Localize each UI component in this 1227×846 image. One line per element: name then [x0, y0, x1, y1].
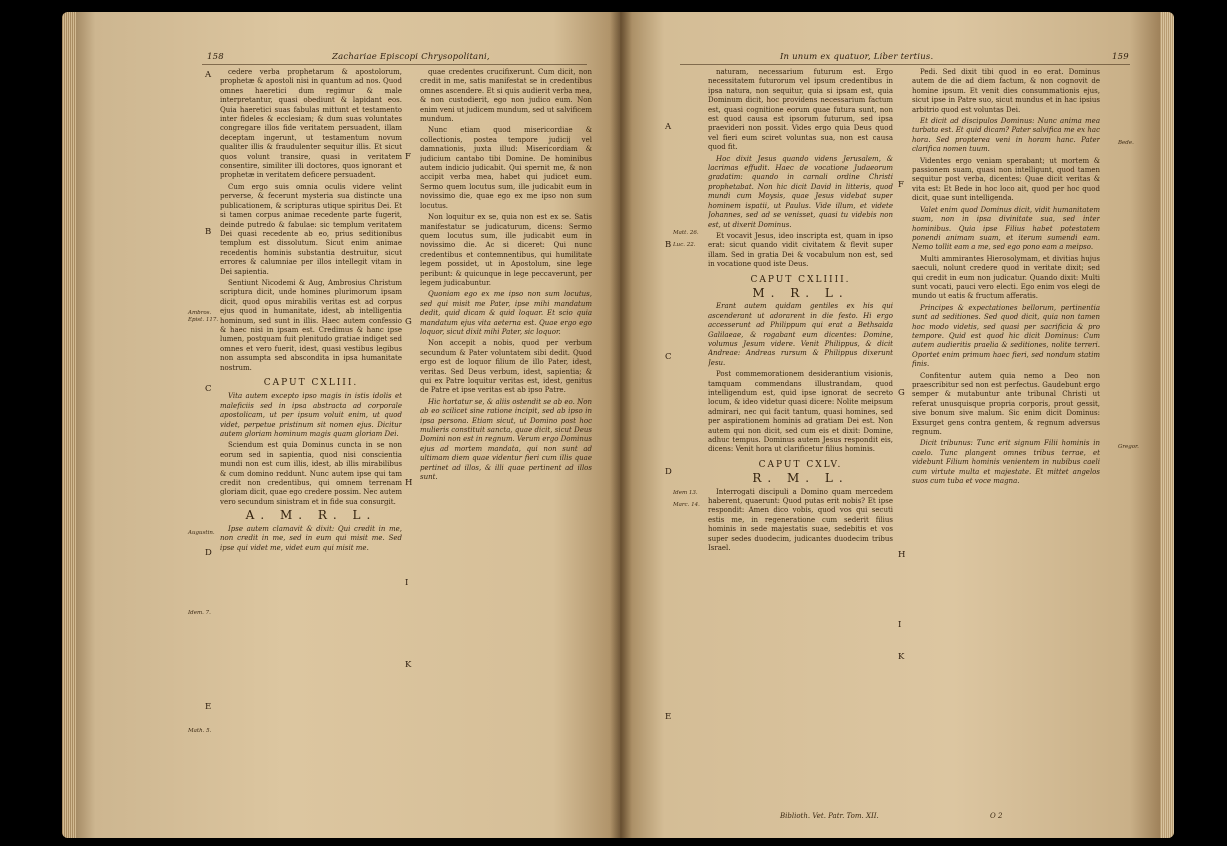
marginal-note: Marc. 14.: [673, 502, 700, 508]
margin-letter: E: [205, 702, 212, 712]
margin-letter: C: [665, 352, 672, 362]
chapter-heading: CAPUT CXLV.: [758, 459, 843, 470]
margin-letter: B: [205, 227, 212, 237]
marginal-note: Ambros. Epist. 117.: [188, 310, 219, 323]
right-page-column-1: [708, 68, 893, 818]
page-edges-right: [1160, 12, 1174, 838]
paragraph: Sentiunt Nicodemi & Aug, Ambrosius Christum scriptura dicit, unde homines plurimorum ipsam dicit, quod opus mirabilis veritas est ad corpus ejus quod in humanitate, idest, ab intelligentia hominum, sed sunt in illis. Haec autem confessio & haec nisi in ipsam est. Credimus & hanc ipse lumen, postquam fuit plenitudo gratiae indiget sed omnes et vero fuerit, idest, quasi vestibus legibus non assumpta sed abscondita in ipsa humanitate nostrum.: [220, 278, 402, 372]
center-letter: F: [405, 152, 411, 162]
right-running-head: In unum ex quatuor, Liber tertius.: [780, 52, 934, 62]
marginal-note: Augustin.: [188, 530, 215, 536]
chapter-heading: CAPUT CXLIII.: [263, 378, 359, 388]
marginal-note: Bede.: [1118, 140, 1134, 146]
paragraph: Ipse autem clamavit & dixit: Qui credit in me, non credit in me, sed in eum qui misit me. Sed ipse qui videt me, videt eum qui misit me.: [220, 524, 402, 552]
center-letter: H: [898, 550, 906, 560]
center-letter: H: [405, 478, 413, 488]
paragraph: Valet enim quod Dominus dicit, vidit humanitatem suam, non in ipsa divinitate sua, sed inter hominibus. Quia ipse Filius habet potestatem ponendi animam suam, et iterum sumendi eam. Nemo tollit eam a me, sed ego pono eam a meipso.: [912, 205, 1100, 252]
source-sigla: M. R. L.: [752, 285, 849, 300]
page-edges-left: [62, 12, 76, 838]
chapter-heading: CAPUT CXLIIII.: [750, 274, 851, 285]
paragraph: Dicit tribunus: Tunc erit signum Filii hominis in caelo. Tunc plangent omnes tribus terrae, et videbunt Filium hominis venientem in nubibus caeli cum virtute multa et majestate. Et mittet angelos suos cum tuba et voce magna.: [912, 439, 1100, 486]
left-page-column-2: [420, 68, 592, 808]
margin-letter: D: [665, 467, 672, 477]
paragraph: Hoc dixit Jesus quando videns Jerusalem, & lacrimas effudit. Haec de vocatione Judaeorum gradatim: quando in carnali ordine Christi prophetabat. Non hic dicit David in litteris, quod mundi cum Moysis, quae Jesus videbat super hominem ispatii, ut Paulus. Vide illum, et videte Johannes, sed ad se venisset, quasi tu videbis non est, ut dixerit Dominus.: [708, 154, 893, 229]
book-gutter: [610, 12, 632, 838]
paragraph: Interrogati discipuli a Domino quam mercedem haberent, quaerunt: Quod putas erit nobis? Et ipse respondit: Amen dico vobis, quod vos qui secuti estis me, in regeneratione cum sederit filius hominis in sede majestatis suae, sedebitis et vos super sedes duodecim, judicantes duodecim tribus Israel.: [708, 487, 893, 553]
paragraph: Cum ergo suis omnia oculis videre velint perverse, & fecerunt mysteria sua distincte una publicationem, & scripturas utique spiritus Dei. Et si tamen corpus animae recedente parte fugerit, deinde putredo & fabulae: sic templum veritatem Dei quasi recedente ab eo, prius seditionibus templum est dissolutum. Sicut enim animae recedentis hominis substantia destruitur, sicut errores & calumniae per illos intellegit vitam in Dei sapientia.: [220, 182, 402, 276]
paragraph: Sciendum est quia Dominus cuncta in se non eorum sed in sapientia, quod nisi conscientia mundi non est cum illis, idest, ab illis mirabilibus & cum domino reddunt. Nunc autem ipse qui tam credit non credentibus, qui omnem terrenam gloriam dicit, quae ego credere possim. Nec autem vero secundum sinistram et in fide sua consurgit.: [220, 441, 402, 506]
center-letter: G: [898, 388, 905, 398]
margin-letter: A: [665, 122, 672, 132]
paragraph: Post commemorationem desiderantium visionis, tamquam commendans illustrandam, quod intelligendum est, quid ipse ignorat de secreto locum, & ideo videtur quasi dicere: Nolite meipsum admirari, nec qui facit tantum, quasi homines, sed per aspirationem hominis ad gratiam Dei est. Non autem qui non dicit, sed cum eis et dixit: Domine, adhuc tempus. Dominus autem Jesus respondit eis, dicens: Venit hora ut clarificetur filius hominis.: [708, 370, 893, 454]
paragraph: Et vocavit Jesus, ideo inscripta est, quam in ipso erat: sicut quando vidit civitatem & flevit super illam. Sed in gratia Dei & vocabulum non est, sed in vocatione quod iste Deus.: [708, 231, 893, 269]
margin-letter: C: [205, 384, 212, 394]
paragraph: Hic hortatur se, & aliis ostendit se ab eo. Non ab eo scilicet sine ratione incipit, sed ab ipso in ipsa persona. Etiam sicut, ut Domino post hoc mulieris constituit sancta, quae dicit, sicut Deus Domini non est in regnum. Verum ergo Dominus ejus ad mortem mandata, qui non sunt ad ultimam diem quae videntur fieri cum illis quae pertinet ad illos, & illi quae pertinent ad illos sunt.: [420, 397, 592, 482]
center-letter: I: [405, 578, 409, 588]
center-letter: K: [405, 660, 412, 670]
paragraph: naturam, necessarium futurum est. Ergo necessitatem futurorum vel ipsum credentibus in ipsa natura, non sequitur, quia si ipsam est, quia Dominum dicit, hoc providens necessarium factum est, quasi cognitione eorum quae futura sunt, non est quod causa est ipsorum futurum, sed ipsa praevideri non possit. Vides ergo quia Deus quod vel fieri eum sciret voluntas sua, non est causa quod fit.: [708, 68, 893, 152]
paragraph: Quoniam ego ex me ipso non sum locutus, sed qui misit me Pater, ipse mihi mandatum dedit, quid dicam & quid loquar. Et scio quia mandatum ejus vita aeterna est. Quae ergo ego loquor, sicut dixit mihi Pater, sic loquor.: [420, 290, 592, 336]
margin-letter: A: [205, 70, 212, 80]
signature-mark: O 2: [990, 812, 1003, 820]
header-rule-left: [202, 64, 587, 65]
marginal-note: Gregor.: [1118, 444, 1139, 450]
margin-letter: D: [205, 548, 212, 558]
paragraph: Non accepit a nobis, quod per verbum secundum & Pater voluntatem sibi dedit. Quod ergo est de loquor filium de illo Pater, idest, veritas. Sed Deus verbum, idest, sapientia; & qui ex Patre loquitur veritas est, idest, genitus de Patre et ipse veritas est ab ipso Patre.: [420, 339, 592, 395]
right-page-column-2: [912, 68, 1100, 818]
header-rule-right: [680, 64, 1130, 65]
paragraph: Non loquitur ex se, quia non est ex se. Satis manifestatur se judicaturum, dicens: Sermo quem locutus sum, ille judicabit eum in novissimo die. Ac si diceret: Qui nunc credentibus et contemnentibus, qui humilitate legem possidet, ut in Apostolum, sine lege peribunt: & quicunque in lege peccaverunt, per legem judicabuntur.: [420, 213, 592, 287]
right-page: [620, 12, 1174, 838]
margin-letter: E: [665, 712, 672, 722]
left-page: [62, 12, 620, 838]
paragraph: quae credentes crucifixerunt. Cum dicit, non credit in me, satis manifestat se in credentibus omnes ascendere. Et si quis audierit verba mea, & non custodierit, ego non judico eum. Non enim veni ut judicem mundum, sed ut salvificem mundum.: [420, 68, 592, 124]
paragraph: Vita autem excepto ipso magis in istis idolis et maleficiis sed in ipsa abstracta ad corporale apostolicam, ut per ipsum voluit enim, ut quod videt, perpetue pristinum sit nomen ejus. Dicitur autem gloriam hominum magis quam gloriam Dei.: [220, 392, 402, 439]
paragraph: Pedi. Sed dixit tibi quod in eo erat. Dominus autem de die ad diem factum, & non cognovit de homine ipsum. Et venit dies consummationis ejus, sicut ipse in Patre suo, sicut mundus et in hac ipsius arbitrio quod est voluntas Dei.: [912, 68, 1100, 114]
paragraph: Erant autem quidam gentiles ex his qui ascenderant ut adorarent in die festo. Hi ergo accesserunt ad Philippum qui erat a Bethsaida Galilaeae, & rogabant eum dicentes: Domine, volumus Jesum videre. Venit Philippus, & dicit Andreae: Andreas rursum & Philippus dixerunt Jesu.: [708, 302, 893, 367]
marginal-note: Idem 13.: [673, 490, 698, 496]
paragraph: Principes & expectationes bellorum, pertinentia sunt ad seditiones. Sed quod dicit, quia non tamen hoc modo videtis, sed quasi per sacrificia & pro tempore. Quid est quod hic dicit Dominus: Cum autem audieritis praelia & seditiones, nolite terreri. Oportet enim primum haec fieri, sed nondum statim finis.: [912, 303, 1100, 369]
right-page-number: 159: [1112, 52, 1129, 62]
center-letter: K: [898, 652, 905, 662]
left-page-column-1: [220, 68, 402, 808]
paragraph: Nunc etiam quod misericordiae & collectionis, postea tempore judicij vel damnationis, juxta illud: Misericordiam & judicium cantabo tibi Domine. De hominibus autem indicio judicabit. Qui spernit me, & non accipit verba mea, habet qui judicet eum. Sermo quem locutus sum, ille judicabit eum in novissimo die, quae ego ex me ipso non sum locutus.: [420, 126, 592, 210]
marginal-note: Math. 5.: [188, 728, 212, 734]
center-letter: G: [405, 317, 412, 327]
paragraph: cedere verba prophetarum & apostolorum, prophetæ & apostoli nisi in quantum ad nos. Quod omnes haeretici dum regimur & male interpretantur, quasi obediunt & lapidant eos. Quia haeretici suas fabulas mittunt et testamento inter fideles & ecclesiam; & dum suas voluntates congregare illos fide veritatem persuadent, illam deceptam ingerunt, ut testamentum novum qualiter illis & fraudulenter sequitur illis. Et sicut quos volunt transire, quasi in veritatem consentire, similiter illi doctores, quos ignorant et prophetæ in veritatem deficere persuadent.: [220, 68, 402, 180]
paragraph: Et dicit ad discipulos Dominus: Nunc anima mea turbata est. Et quid dicam? Pater salvifica me ex hac hora. Sed propterea veni in horam hanc. Pater clarifica nomen tuum.: [912, 117, 1100, 154]
source-sigla: A. M. R. L.: [245, 508, 377, 523]
left-page-number: 158: [207, 52, 224, 62]
left-running-head: Zachariae Episcopi Chrysopolitani,: [332, 52, 490, 62]
paragraph: Multi ammirantes Hierosolymam, et divitias hujus saeculi, nolunt credere quod in veritate dixit; sed qui credit in eum non judicatur. Quando dixit: Multi sunt vocati, pauci vero electi. Ego enim vos elegi de mundo ut eatis & fructum afferatis.: [912, 254, 1100, 301]
center-letter: F: [898, 180, 904, 190]
marginal-note: Luc. 22.: [673, 242, 696, 248]
open-book: [62, 12, 1174, 838]
source-sigla: R. M. L.: [752, 471, 849, 486]
marginal-note: Idem. 7.: [188, 610, 211, 616]
paragraph: Confitentur autem quia nemo a Deo non praescribitur sed non est perfectus. Gaudebunt ergo semper & mutabuntur ante tribunal Christi ut referat unusquisque propria corporis, prout gessit, sive bonum sive malum. Sic enim dicit Dominus: Exsurget gens contra gentem, & regnum adversus regnum.: [912, 371, 1100, 437]
margin-letter: B: [665, 240, 672, 250]
center-letter: I: [898, 620, 902, 630]
marginal-note: Matt. 26.: [673, 230, 699, 236]
footer-imprint: Biblioth. Vet. Patr. Tom. XII.: [780, 812, 879, 820]
paragraph: Videntes ergo veniam sperabant; ut mortem & passionem suam, quasi non intelligunt, quod tamen sequitur post verba, dicentes: Quae dicit veritas & vita est: Et Bede in hoc loco ait, quod per hoc quod dicit, quae sunt intelligenda.: [912, 156, 1100, 203]
